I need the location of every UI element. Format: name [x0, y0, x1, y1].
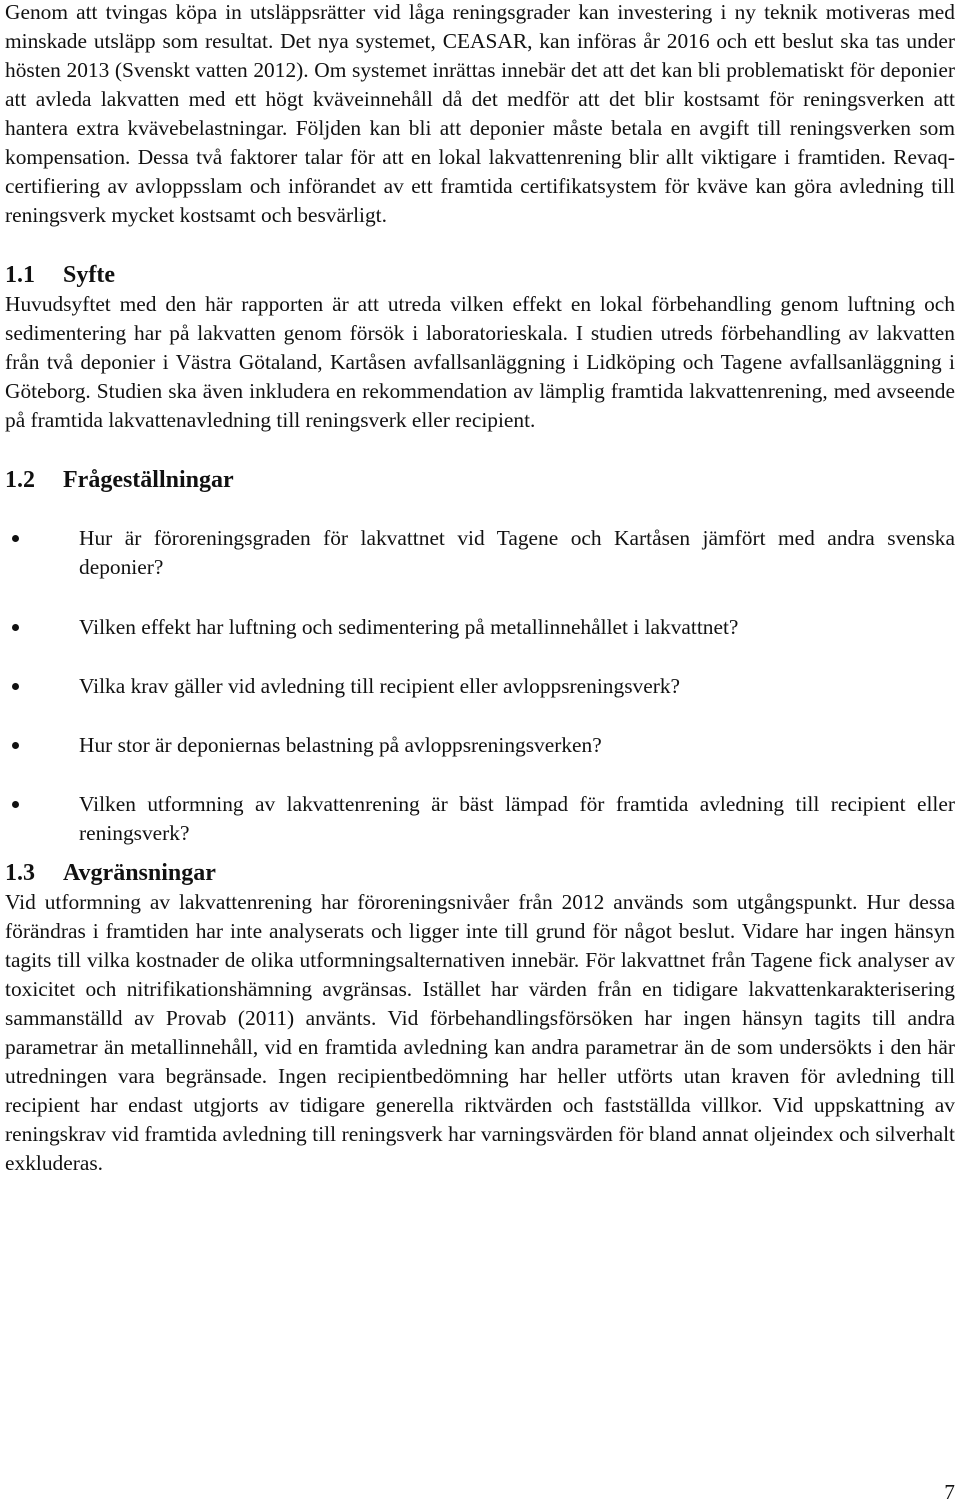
- syfte-paragraph: Huvudsyftet med den här rapporten är att utreda vilken effekt en lokal förbehandling genom luftning och sedimentering har på lakvatten genom försök i laboratorieskala. I studien utreds förbehandling av lakvatten från två deponier i Västra Götaland, Kartåsen avfallsanläggning i Lidköping och Tagene avfallsanläggning i Göteborg. Studien ska även inkludera en rekommendation av lämplig framtida lakvattenrening, med avseende på framtida lakvattenavledning till reningsverk eller recipient.: [5, 292, 955, 432]
- list-item: Vilken utformning av lakvattenrening är bäst lämpad för framtida avledning till recipient eller reningsverk?: [5, 790, 955, 848]
- section-heading-avgransningar: [5, 858, 955, 888]
- list-item: Vilken effekt har luftning och sedimentering på metallinnehållet i lakvattnet?: [5, 613, 955, 642]
- section-number: 1.2: [5, 467, 35, 493]
- section-heading-fragestallningar: [5, 465, 955, 495]
- section-heading-syfte: [5, 260, 955, 290]
- intro-paragraph: Genom att tvingas köpa in utsläppsrätter vid låga reningsgrader kan investering i ny teknik motiveras med minskade utsläpp som resultat. Det nya systemet, CEASAR, kan införas år 2016 och ett beslut ska tas under hösten 2013 (Svenskt vatten 2012). Om systemet inrättas innebär det att det kan bli problematiskt för deponier att avleda lakvatten med ett högt kväveinnehåll då det medför att det blir kostsamt för reningsverken att hantera extra kvävebelastningar. Följden kan bli att deponier måste betala en avgift till reningsverken som kompensation. Dessa två faktorer talar för att en lokal lakvattenrening blir allt viktigare i framtiden. Revaq-certifiering av avloppsslam och införandet av ett framtida certifikatsystem för kväve kan göra avledning till reningsverk mycket kostsamt och besvärligt.: [5, 0, 955, 227]
- section-title: Syfte: [63, 262, 115, 288]
- list-item: Hur stor är deponiernas belastning på avloppsreningsverken?: [5, 731, 955, 760]
- section-number: 1.3: [5, 860, 35, 886]
- list-item: Vilka krav gäller vid avledning till recipient eller avloppsreningsverk?: [5, 672, 955, 701]
- question-list: [5, 524, 955, 848]
- page-number: 7: [944, 1480, 955, 1504]
- avgransningar-paragraph: Vid utformning av lakvattenrening har föroreningsnivåer från 2012 används som utgångspunkt. Hur dessa förändras i framtiden har inte analyserats och ligger inte till grund för något beslut. Vidare har ingen hänsyn tagits till vilka kostnader de olika utformningsalternativen innebär. För lakvattnet från Tagene fick analyser av toxicitet och nitrifikationshämning avgränsas. Istället har värden från en tidigare lakvattenkarakterisering sammanställd av Provab (2011) använts. Vid förbehandlingsförsöken har ingen hänsyn tagits till andra parametrar än metallinnehåll, vid en framtida avledning kan andra parametrar än de som undersökts i den här utredningen vara begränsade. Ingen recipientbedömning har heller utförts utan kraven för avledning till recipient har endast utgjorts av tidigare generella riktvärden och fastställda villkor. Vid uppskattning av reningskrav vid framtida avledning till reningsverk har varningsvärden för bland annat oljeindex och silverhalt exkluderas.: [5, 890, 955, 1175]
- document-page: [5, 0, 955, 1178]
- section-title: Frågeställningar: [63, 467, 234, 493]
- list-item: Hur är föroreningsgraden för lakvattnet vid Tagene och Kartåsen jämfört med andra svenska deponier?: [5, 524, 955, 582]
- section-title: Avgränsningar: [63, 860, 216, 886]
- section-number: 1.1: [5, 262, 35, 288]
